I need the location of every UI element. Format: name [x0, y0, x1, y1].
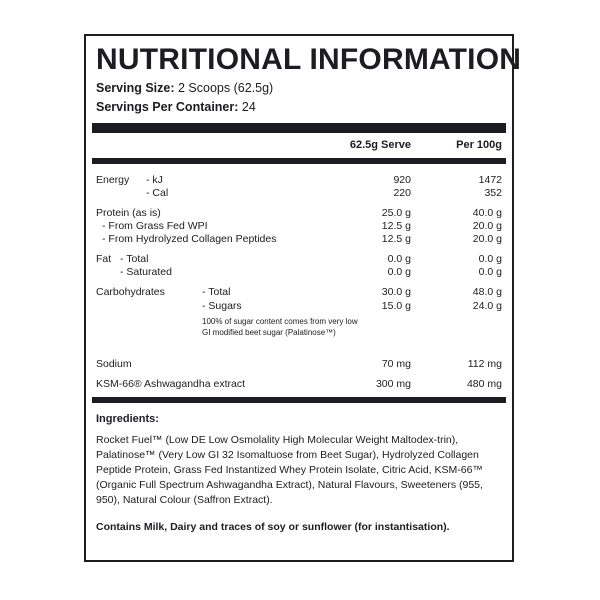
row-serve-value: 220: [393, 187, 411, 199]
row-sub: - Sugars: [202, 300, 242, 312]
row-serve-value: 12.5 g: [381, 233, 411, 245]
panel-title: NUTRITIONAL INFORMATION: [96, 43, 522, 76]
serving-size-label: Serving Size:: [96, 81, 175, 95]
row-per100-value: 112 mg: [467, 358, 502, 370]
servings-per-container-value: 24: [241, 100, 256, 114]
row-per100-value: 0.0 g: [478, 266, 502, 278]
table-row-energy-kj: [86, 174, 512, 187]
table-row-sodium: [86, 358, 512, 371]
row-per100-value: 48.0 g: [472, 286, 502, 298]
table-row-protein-wpi: [86, 220, 512, 233]
ingredients-text: Rocket Fuel™ (Low DE Low Osmolality High Molecular Weight Maltodex-trin), Palatinose™ (Very Low GI 32 Isomaltuose from Beet Sugar), Hydrolyzed Collagen Peptide Protein, Grass Fed Instantized Whey Protein Isolate, Citric Acid, KSM-66™ (Organic Full Spectrum Ashwagandha Extract), Natural Flavours, Sweeteners (955, 950), Natural Colour (Saffron Extract).: [96, 434, 483, 506]
ingredients-divider: [92, 397, 506, 403]
table-row-fat-total: [86, 253, 512, 266]
header-per-100g: Per 100g: [456, 139, 502, 151]
row-per100-value: 40.0 g: [472, 207, 502, 219]
row-per100-value: 20.0 g: [472, 233, 502, 245]
table-row-ashwagandha: [86, 378, 512, 391]
servings-per-container: [96, 99, 256, 115]
row-sub: - Cal: [146, 187, 169, 199]
row-serve-value: 300 mg: [375, 378, 411, 390]
row-serve-value: 30.0 g: [381, 286, 411, 298]
top-thick-divider: [92, 123, 506, 133]
row-name: Carbohydrates: [96, 286, 165, 298]
table-row-protein: [86, 207, 512, 220]
row-name: - From Hydrolyzed Collagen Peptides: [102, 233, 277, 245]
table-row-protein-collagen: [86, 233, 512, 246]
row-serve-value: 70 mg: [381, 358, 411, 370]
serving-size-value: 2 Scoops (62.5g): [177, 81, 274, 95]
row-per100-value: 0.0 g: [478, 253, 502, 265]
ingredients-title: Ingredients:: [96, 413, 159, 425]
header-divider: [92, 158, 506, 164]
servings-per-container-label: Servings Per Container:: [96, 100, 239, 114]
row-name: Sodium: [96, 358, 132, 370]
row-serve-value: 25.0 g: [381, 207, 411, 219]
row-per100-value: 480 mg: [466, 378, 502, 390]
row-name: Protein (as is): [96, 207, 161, 219]
sugar-note: 100% of sugar content comes from very low GI modified beet sugar (Palatinose™): [202, 317, 358, 337]
row-name: KSM-66® Ashwagandha extract: [96, 378, 245, 390]
row-name: - From Grass Fed WPI: [102, 220, 208, 232]
row-serve-value: 0.0 g: [387, 266, 411, 278]
table-row-fat-saturated: [86, 266, 512, 279]
row-sub: - Total: [202, 286, 231, 298]
table-row-carbs-sugars: [86, 300, 512, 313]
row-serve-value: 12.5 g: [381, 220, 411, 232]
row-sub: - Saturated: [120, 266, 172, 278]
header-serve: 62.5g Serve: [349, 139, 411, 151]
row-serve-value: 0.0 g: [387, 253, 411, 265]
allergen-statement: Contains Milk, Dairy and traces of soy or sunflower (for instantisation).: [96, 521, 450, 533]
row-per100-value: 20.0 g: [472, 220, 502, 232]
table-row-carbs-total: [86, 286, 512, 299]
row-name: Fat: [96, 253, 112, 265]
row-per100-value: 24.0 g: [472, 300, 502, 312]
row-serve-value: 920: [393, 174, 411, 186]
row-per100-value: 352: [484, 187, 502, 199]
row-sub: - Total: [120, 253, 149, 265]
row-serve-value: 15.0 g: [381, 300, 411, 312]
row-per100-value: 1472: [478, 174, 502, 186]
nutrition-panel: [84, 34, 522, 562]
serving-size: [96, 80, 273, 96]
row-sub: - kJ: [146, 174, 163, 186]
row-name: Energy: [96, 174, 130, 186]
table-row-energy-cal: [86, 187, 512, 200]
